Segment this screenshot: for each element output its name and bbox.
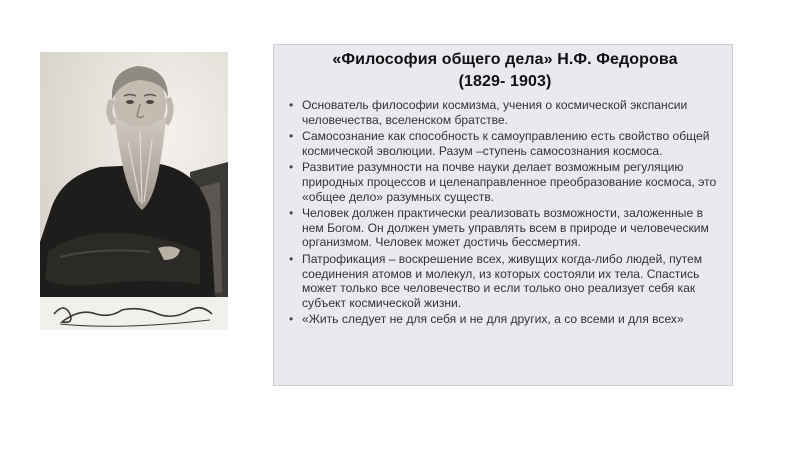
slide-title <box>288 49 722 93</box>
bullet-icon: • <box>289 206 294 221</box>
bullet-icon: • <box>289 160 294 175</box>
slide-title-line-1: «Философия общего дела» Н.Ф. Федорова <box>332 51 678 68</box>
bullet-item <box>288 160 722 204</box>
bullet-icon: • <box>289 129 294 144</box>
bullet-item <box>288 129 722 158</box>
slide-title-line-2: (1829- 1903) <box>458 73 552 90</box>
bullet-icon: • <box>289 98 294 112</box>
bullet-text: «Жить следует не для себя и не для других, а со всеми и для всех» <box>302 312 684 327</box>
bullet-item <box>288 312 722 327</box>
text-panel <box>273 44 733 386</box>
bullet-text: Самосознание как способность к самоуправлению есть свойство общей космической эволюции. Разум –ступень самосознания космоса. <box>302 129 710 158</box>
portrait-photo <box>40 52 228 330</box>
bullet-icon: • <box>289 251 294 266</box>
bullet-list <box>288 98 722 327</box>
portrait-illustration <box>40 52 228 330</box>
bullet-text: Человек должен практически реализовать возможности, заложенные в нем Богом. Он должен уметь управлять всем в природе и человеческим организмом. Человек может достичь бессмертия. <box>302 206 709 250</box>
bullet-item <box>288 206 722 250</box>
bullet-icon: • <box>289 312 294 327</box>
bullet-text: Основатель философии космизма, учения о космической экспансии человечества, вселенском братстве. <box>302 98 688 127</box>
bullet-text: Развитие разумности на почве науки делает возможным регуляцию природных процессов и целенаправленное преобразование космоса, это «общее дело» разумных существ. <box>302 160 717 204</box>
bullet-text: Патрофикация – воскрешение всех, живущих когда-либо людей, путем соединения атомов и молекул, из которых состояли их тела. Спастись может только все человечество и если только оно реализует себя как субъект космической жизни. <box>302 251 703 310</box>
bullet-item <box>288 98 722 127</box>
bullet-item <box>288 252 722 310</box>
